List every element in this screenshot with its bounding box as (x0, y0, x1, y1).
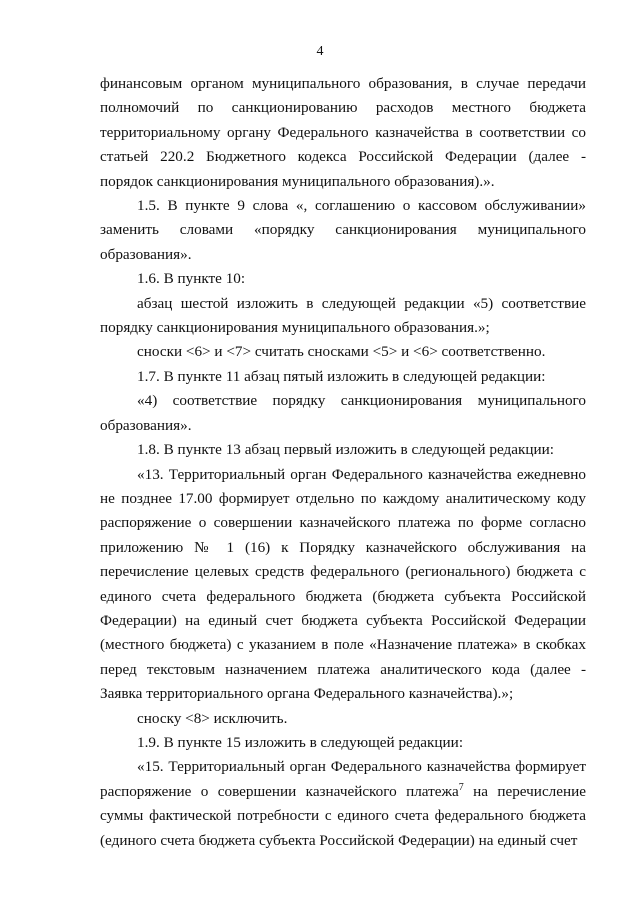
paragraph-continuation: финансовым органом муниципального образования, в случае передачи полномочий по санкционированию расходов местного бюджета территориальному органу Федерального казначейства в соответствии со статьей 220.2 Бюджетного кодекса Российской Федерации (далее - порядок санкционирования муниципального образования).». (100, 75, 586, 190)
paragraph-1-9: 1.9. В пункте 15 изложить в следующей редакции: (137, 733, 464, 751)
paragraph-1-9-text (100, 755, 586, 853)
paragraph-1-8: 1.8. В пункте 13 абзац первый изложить в следующей редакции: (137, 441, 554, 459)
paragraph-1-5: 1.5. В пункте 9 слова «, соглашению о кассовом обслуживании» заменить словами «порядку санкционирования муниципального образования». (100, 197, 586, 263)
document-body (100, 72, 586, 853)
paragraph-1-6: 1.6. В пункте 10: (137, 270, 246, 288)
paragraph-1-6-footnotes: сноски <6> и <7> считать сносками <5> и <6> соответственно. (137, 343, 546, 361)
paragraph-1-8-footnote: сноску <8> исключить. (137, 709, 288, 727)
paragraph-1-9-text-start: «15. Территориальный орган Федерального казначейства формирует распоряжение о совершении казначейского платежа (100, 758, 586, 800)
paragraph-1-7-text: «4) соответствие порядку санкционирования муниципального образования». (100, 392, 586, 434)
paragraph-1-6-abzac: абзац шестой изложить в следующей редакции «5) соответствие порядку санкционирования муниципального образования.»; (100, 294, 586, 337)
footnote-marker: 7 (458, 781, 464, 793)
paragraph-1-7: 1.7. В пункте 11 абзац пятый изложить в следующей редакции: (137, 367, 546, 385)
paragraph-1-9-text-end: на перечисление суммы фактической потребности с единого счета федерального бюджета (единого счета бюджета субъекта Российской Федерации) на единый счет (100, 782, 586, 849)
paragraph-1-8-text: «13. Территориальный орган Федерального казначейства ежедневно не позднее 17.00 формирует отдельно по каждому аналитическому коду распоряжение о совершении казначейского платежа по форме согласно приложению № 1 (16) к Порядку казначейского обслуживания на перечисление целевых средств федерального (регионального) бюджета с единого счета федерального бюджета (бюджета субъекта Российской Федерации) на единый счет бюджета субъекта Российской Федерации (местного бюджета) с указанием в поле «Назначение платежа» в скобках перед текстовым назначением платежа аналитического кода (далее - Заявка территориального органа Федерального казначейства).»; (100, 465, 586, 703)
page-number: 4 (316, 44, 324, 59)
